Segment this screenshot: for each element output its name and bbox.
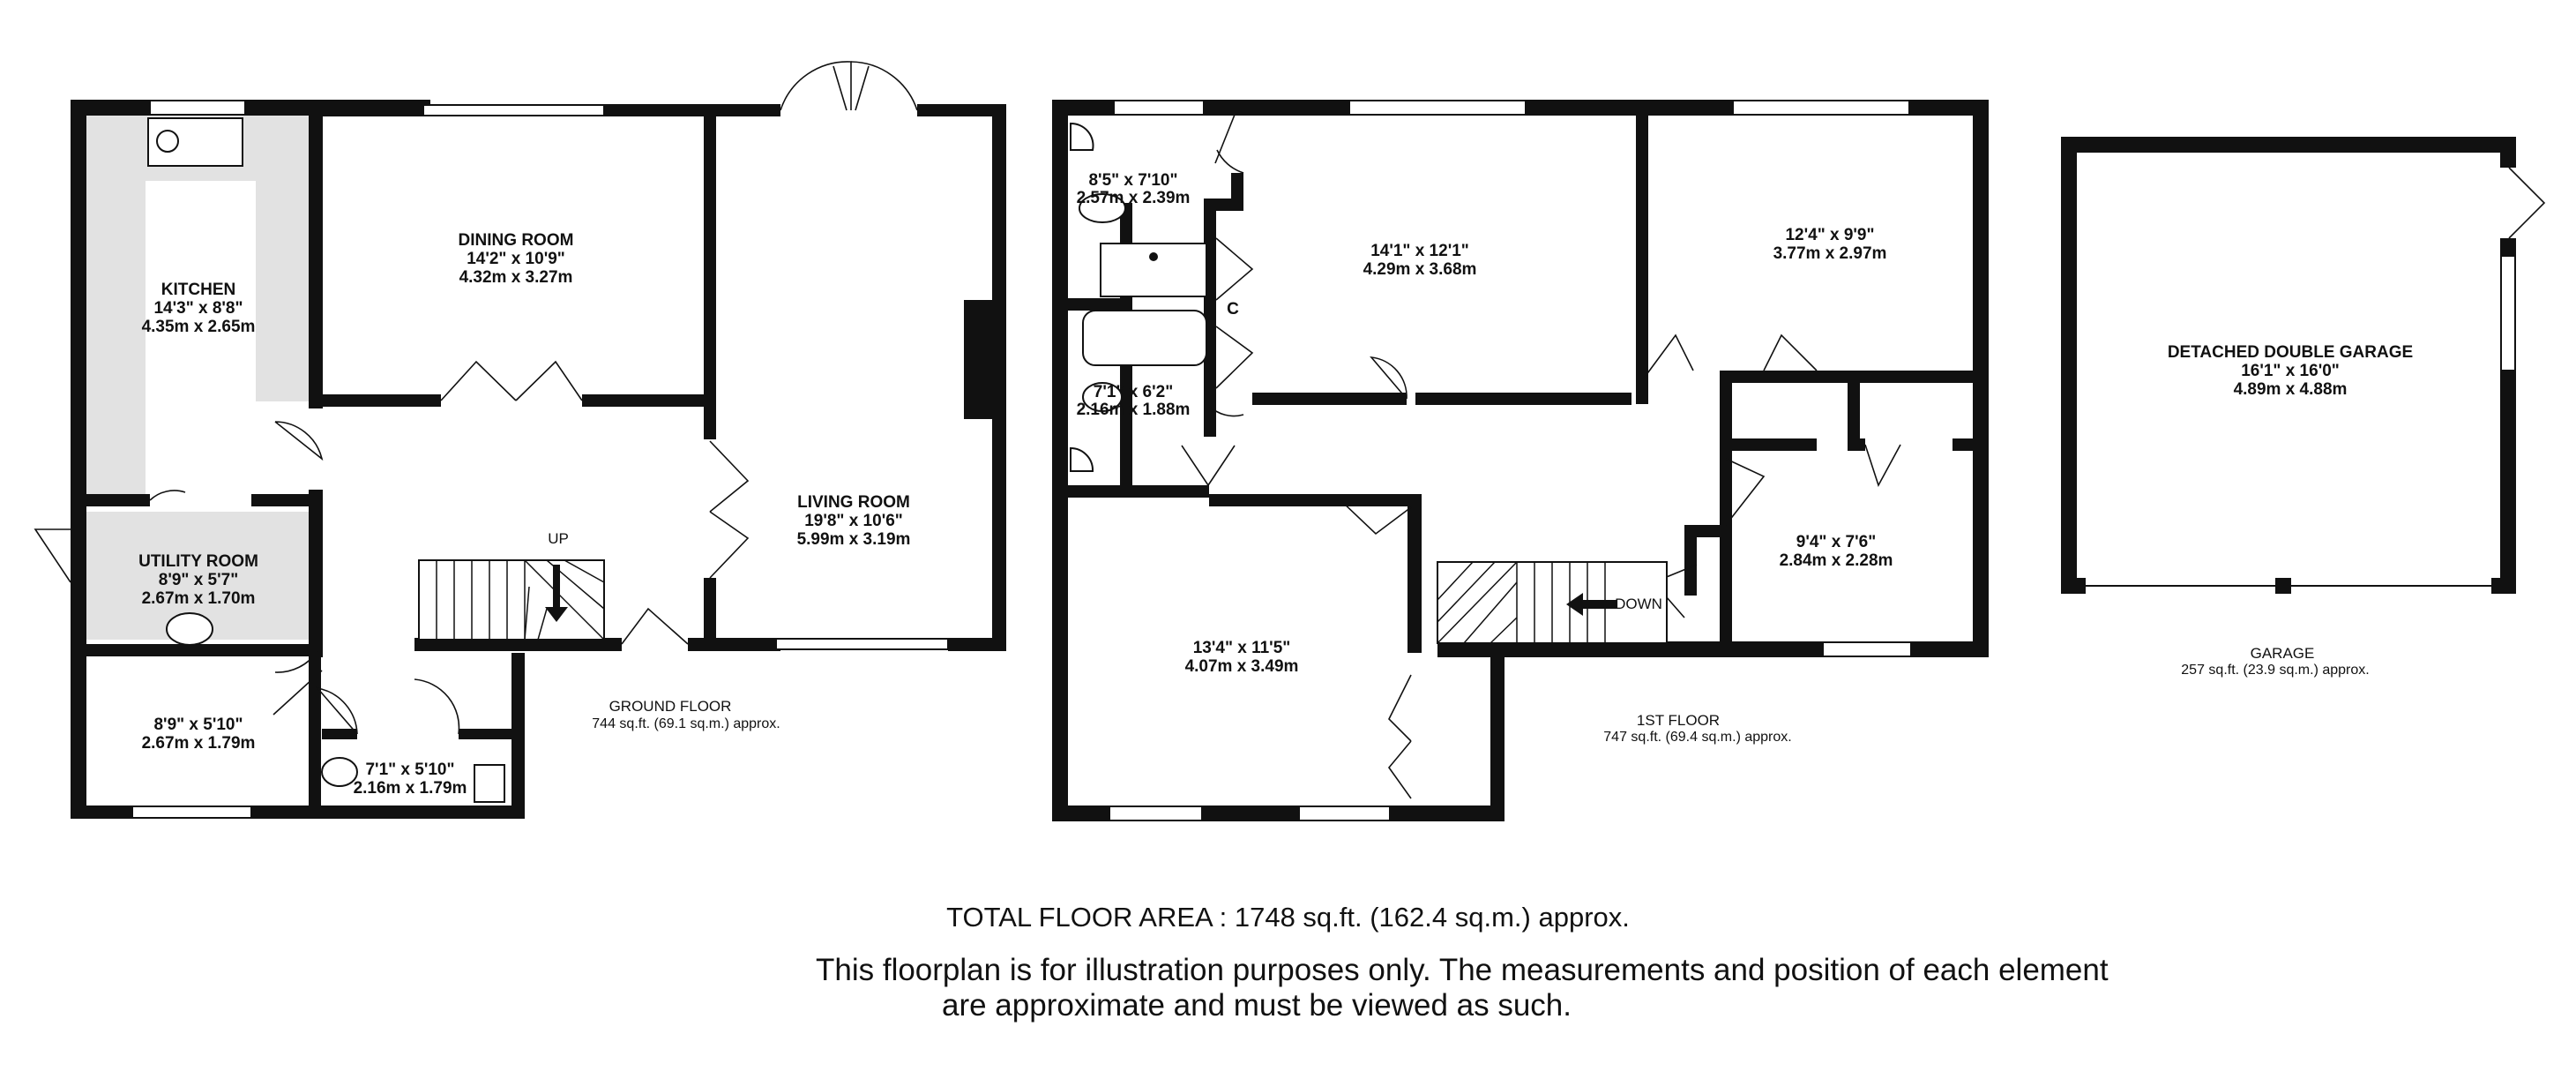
- bed1-door-icon: [1371, 357, 1407, 399]
- svg-text:4.32m x 3.27m: 4.32m x 3.27m: [459, 268, 573, 287]
- stairs-down-label: DOWN: [1615, 596, 1662, 612]
- svg-text:12'4" x 9'9": 12'4" x 9'9": [1785, 226, 1875, 244]
- ensuite-door-icon: [1217, 150, 1243, 173]
- gf-window-kitchen: [150, 101, 245, 115]
- french-door-left: [780, 62, 851, 110]
- gf-staircase: [419, 560, 604, 640]
- svg-text:9'4" x 7'6": 9'4" x 7'6": [1796, 533, 1877, 551]
- cupboard-door-a: [1216, 238, 1252, 300]
- cupboard-door-c: [1764, 335, 1817, 371]
- gf-wall-utility-hall: [309, 490, 323, 657]
- gf-wall-east: [992, 104, 1006, 651]
- gf-window-study: [132, 806, 251, 818]
- gf-wall-kitchen-dining: [309, 104, 323, 408]
- ensuite-shower-icon: [1101, 244, 1206, 296]
- ff-wall-west: [1052, 100, 1068, 821]
- svg-text:14'3" x 8'8": 14'3" x 8'8": [153, 299, 243, 318]
- svg-text:14'1" x 12'1": 14'1" x 12'1": [1370, 242, 1469, 260]
- gf-wall-south-b: [251, 806, 525, 819]
- gf-wall-utility-study: [71, 644, 322, 656]
- ff-wall-north-b: [1204, 100, 1349, 116]
- bedroom4-label: [1780, 533, 1893, 570]
- wc-door-icon: [317, 688, 357, 734]
- first-floor-plan: [1052, 100, 1989, 821]
- ff-wall-ensuite-bath: [1068, 298, 1123, 311]
- ff-window-bed3-a: [1109, 806, 1202, 820]
- svg-text:2.57m x 2.39m: 2.57m x 2.39m: [1076, 189, 1191, 207]
- svg-text:2.84m x 2.28m: 2.84m x 2.28m: [1779, 551, 1893, 570]
- garage-side-door: [2509, 168, 2544, 238]
- garage-area: 257 sq.ft. (23.9 sq.m.) approx.: [2181, 663, 2370, 678]
- ground-floor-title: GROUND FLOOR: [609, 698, 732, 715]
- gf-wall-dining-south-b: [582, 394, 710, 407]
- bedroom1-label: [1363, 242, 1477, 279]
- kitchen-door-icon: [275, 422, 322, 459]
- gf-window-dining: [423, 105, 604, 116]
- bath-icon: [1083, 311, 1206, 365]
- ff-window-bed1: [1349, 101, 1526, 115]
- utility-door-icon: [150, 491, 185, 500]
- living-room-label: [797, 493, 911, 549]
- kitchen-worktop-right: [256, 110, 309, 401]
- svg-text:8'9" x 5'7": 8'9" x 5'7": [158, 571, 239, 589]
- first-floor-area: 747 sq.ft. (69.4 sq.m.) approx.: [1603, 730, 1792, 745]
- ff-wall-bed3-north: [1209, 494, 1421, 506]
- wc-toilet-icon: [322, 758, 357, 786]
- ff-wall-north-a: [1052, 100, 1114, 116]
- gf-wall-south-living-a: [710, 638, 780, 651]
- ground-floor-area: 744 sq.ft. (69.1 sq.m.) approx.: [592, 716, 780, 731]
- dining-door-a: [441, 362, 516, 401]
- svg-text:2.67m x 1.79m: 2.67m x 1.79m: [141, 734, 256, 753]
- svg-text:13'4" x 11'5": 13'4" x 11'5": [1192, 639, 1291, 657]
- gf-wall-south-living-b: [948, 638, 1006, 651]
- front-door-icon: [622, 609, 688, 644]
- ensuite-label: [1077, 171, 1191, 207]
- ff-wall-north-c: [1526, 100, 1733, 116]
- gf-wall-south-study-a: [71, 806, 132, 819]
- ff-wall-bed3-landing: [1407, 494, 1422, 653]
- ff-window-bed2: [1733, 101, 1909, 115]
- bed2-door-icon: [1643, 335, 1693, 379]
- ff-wall-bed1-bed2: [1636, 100, 1648, 404]
- utility-basin-icon: [167, 613, 213, 645]
- svg-text:5.99m x 3.19m: 5.99m x 3.19m: [796, 530, 911, 549]
- ff-wall-bed1-south-b: [1415, 393, 1631, 405]
- svg-text:4.89m x 4.88m: 4.89m x 4.88m: [2233, 380, 2348, 399]
- svg-text:16'1" x 16'0": 16'1" x 16'0": [2241, 362, 2340, 380]
- ff-window-ensuite: [1114, 101, 1204, 115]
- garage-window: [2501, 256, 2515, 371]
- ff-wall-bed4-west: [1720, 438, 1732, 641]
- wc-label: [354, 761, 467, 798]
- french-door-right: [851, 62, 917, 110]
- cupboard-door-b: [1216, 326, 1252, 388]
- svg-text:LIVING ROOM: LIVING ROOM: [797, 493, 910, 512]
- svg-text:3.77m x 2.97m: 3.77m x 2.97m: [1773, 244, 1887, 263]
- total-floor-area: TOTAL FLOOR AREA : 1748 sq.ft. (162.4 sq.m.) approx.: [946, 902, 1630, 933]
- svg-text:2.16m x 1.88m: 2.16m x 1.88m: [1076, 401, 1191, 419]
- svg-text:4.29m x 3.68m: 4.29m x 3.68m: [1363, 260, 1477, 279]
- wc-basin-icon: [474, 765, 504, 802]
- svg-text:4.35m x 2.65m: 4.35m x 2.65m: [141, 318, 256, 336]
- gf-wall-west: [71, 100, 86, 819]
- ff-wall-bed3-east: [1490, 641, 1505, 821]
- svg-text:4.07m x 3.49m: 4.07m x 3.49m: [1184, 657, 1299, 676]
- living-door-b: [710, 512, 748, 578]
- bathroom-label: [1077, 383, 1191, 419]
- garage-wall-north: [2061, 137, 2516, 153]
- kitchen-label: [142, 281, 256, 336]
- ff-wall-cupboard-a: [1720, 371, 1732, 450]
- bathroom-door-icon: [1182, 446, 1235, 485]
- disclaimer-line-2: are approximate and must be viewed as such.: [942, 988, 1572, 1023]
- living-door-a: [710, 441, 748, 512]
- svg-text:8'5" x 7'10": 8'5" x 7'10": [1088, 171, 1178, 190]
- gf-wall-north-dining-a: [313, 104, 423, 116]
- ff-wall-bed1-south-a: [1252, 393, 1407, 405]
- svg-text:14'2" x 10'9": 14'2" x 10'9": [467, 250, 565, 268]
- gf-wall-wc-east: [511, 653, 525, 819]
- ff-window-bed4: [1823, 642, 1911, 656]
- svg-text:7'1" x 5'10": 7'1" x 5'10": [365, 761, 455, 779]
- bed4-cupboard-door: [1865, 445, 1900, 485]
- svg-text:7'1" x 6'2": 7'1" x 6'2": [1093, 383, 1174, 401]
- bed3-cupboard-b: [1389, 741, 1411, 798]
- gf-wall-north-kitchen-a: [71, 100, 150, 116]
- ensuite-basin-icon: [1071, 124, 1094, 150]
- svg-text:2.67m x 1.70m: 2.67m x 1.70m: [141, 589, 256, 608]
- stairs-up-label: UP: [548, 530, 569, 547]
- cupboard-label: C: [1227, 300, 1239, 318]
- bedroom2-label: [1773, 226, 1887, 263]
- disclaimer-line-1: This floorplan is for illustration purposes only. The measurements and position of each element: [816, 953, 2109, 987]
- svg-text:UTILITY ROOM: UTILITY ROOM: [138, 552, 258, 571]
- bed3-cupboard-a: [1389, 675, 1411, 741]
- first-floor-title: 1ST FLOOR: [1636, 712, 1721, 729]
- gf-wall-dining-living: [704, 104, 716, 439]
- svg-text:KITCHEN: KITCHEN: [161, 281, 236, 299]
- garage-wall-west: [2061, 137, 2077, 594]
- utility-side-door: [35, 529, 71, 582]
- ground-floor-plan: [35, 62, 1006, 819]
- svg-text:DINING ROOM: DINING ROOM: [458, 231, 574, 250]
- gf-wall-dining-south-a: [309, 394, 441, 407]
- garage-plan: [2061, 137, 2544, 678]
- dining-room-label: [459, 231, 574, 287]
- svg-text:19'8" x 10'6": 19'8" x 10'6": [804, 512, 903, 530]
- svg-text:DETACHED DOUBLE GARAGE: DETACHED DOUBLE GARAGE: [2167, 343, 2414, 362]
- gf-wall-kitchen-utility-a: [71, 494, 150, 506]
- fireplace: [964, 300, 992, 419]
- svg-text:2.16m x 1.79m: 2.16m x 1.79m: [353, 779, 467, 798]
- bedroom3-label: [1185, 639, 1299, 676]
- kitchen-worktop-left: [84, 110, 146, 498]
- bathroom-basin-icon: [1071, 448, 1093, 471]
- ff-wall-cupboard-b: [1848, 371, 1860, 447]
- garage-title: GARAGE: [2250, 645, 2315, 662]
- garage-wall-east: [2500, 371, 2516, 594]
- gf-window-living: [776, 639, 948, 649]
- ensuite-fixtures: [1071, 124, 1206, 296]
- dining-door-b: [516, 362, 582, 401]
- ff-wall-south-a: [1052, 806, 1109, 821]
- ff-wall-bath-bed3: [1068, 485, 1209, 498]
- ff-window-bed3-b: [1299, 806, 1390, 820]
- study-label: [142, 716, 256, 753]
- sink-bowl-icon: [157, 131, 178, 152]
- garage-label: [2168, 343, 2413, 399]
- svg-text:8'9" x 5'10": 8'9" x 5'10": [153, 716, 243, 734]
